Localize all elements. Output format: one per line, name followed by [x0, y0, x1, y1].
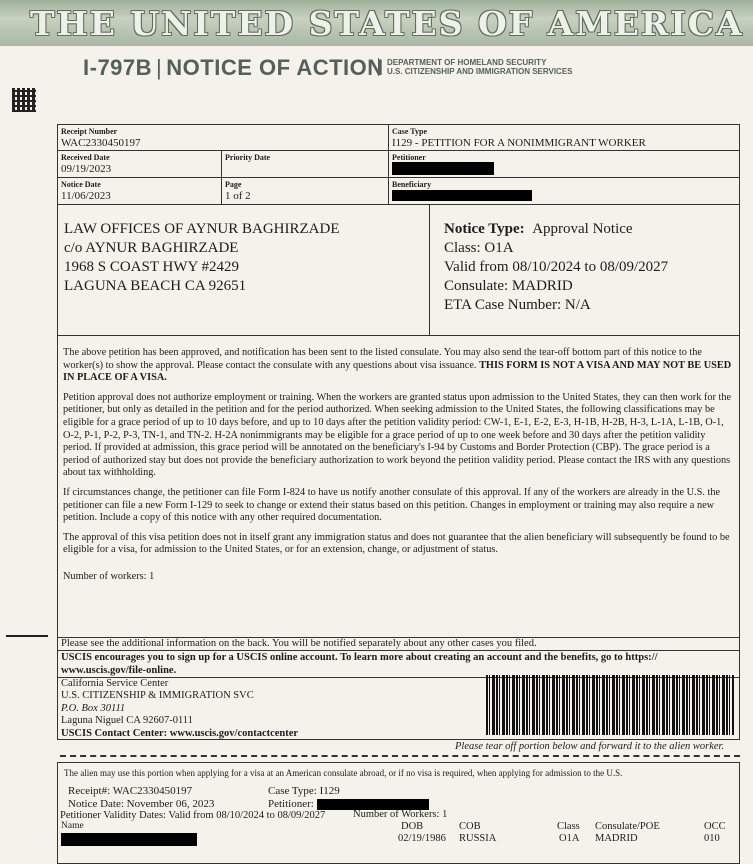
online-account-text: USCIS encourages you to sign up for a USCIS online account. To learn more about creating an account and the benefits, go to https:// www.uscis.gov/file-online. — [58, 651, 739, 678]
notice-date: 11/06/2023 — [61, 190, 111, 202]
service-center: P.O. Box 30111 — [61, 702, 126, 714]
qr-code-icon — [12, 88, 36, 112]
mailing-address — [64, 220, 340, 296]
page-label: Page — [225, 180, 242, 189]
petitioner-redacted — [392, 162, 494, 178]
notice-summary — [444, 220, 668, 315]
priority-label: Priority Date — [225, 153, 271, 162]
fold-mark — [6, 635, 48, 637]
paragraph-text: The above petition has been approved, and notification has been sent to the listed consulate. You may also send the tear-off bottom part of this notice to the worker(s) to show the approval. Please contact the consulate with any questions about visa issuance. — [63, 347, 702, 371]
received-label: Received Date — [61, 153, 110, 162]
tear-off-validity: Petitioner Validity Dates: Valid from 08/10/2024 to 08/09/2027 — [60, 810, 326, 821]
tear-off-receipt: Receipt#: WAC2330450197 — [68, 785, 193, 797]
name-header: Name — [61, 821, 84, 831]
tear-off-intro: The alien may use this portion when applying for a visa at an American consulate abroad, or if no visa is required, when applying for admission to the U.S. — [64, 768, 623, 778]
address-line: 1968 S COAST HWY #2429 — [64, 259, 240, 275]
address-line: c/o AYNUR BAGHIRZADE — [64, 240, 239, 256]
footer-box — [57, 636, 740, 740]
banner-title: THE UNITED STATES OF AMERICA — [30, 4, 744, 43]
paragraph — [63, 347, 735, 385]
dob-value: 02/19/1986 — [398, 833, 446, 844]
name-redacted — [61, 833, 197, 849]
form-title: I-797B | NOTICE OF ACTION — [83, 55, 384, 80]
received-cell — [58, 151, 222, 178]
dob-header: DOB — [401, 821, 424, 832]
occ-value: 010 — [704, 833, 720, 844]
beneficiary-label: Beneficiary — [392, 180, 432, 189]
warning-text: THIS FORM IS NOT A VISA AND MAY NOT BE USED IN PLACE OF A VISA. — [63, 359, 732, 384]
case-type-label: Case Type — [392, 127, 428, 136]
tear-off-workers: Number of Workers: 1 — [353, 809, 448, 820]
notice-class: Class: O1A — [444, 240, 514, 256]
additional-info: Please see the additional information on the back. You will be notified separately about any other cases you filed. — [58, 636, 739, 651]
case-type-cell — [389, 125, 739, 151]
service-center: Laguna Niguel CA 92607-0111 — [61, 715, 193, 727]
notice-type: Approval Notice — [532, 221, 633, 237]
notice-type-label: Notice Type: — [444, 221, 525, 237]
petitioner-label: Petitioner: — [268, 798, 314, 810]
validity-dates: Valid from 08/10/2024 to 08/09/2027 — [444, 259, 669, 275]
divider — [429, 205, 430, 335]
form-number: I-797B — [83, 55, 153, 80]
address-line: LAW OFFICES OF AYNUR BAGHIRZADE — [64, 221, 340, 237]
tear-line — [60, 755, 740, 757]
dept-line: DEPARTMENT OF HOMELAND SECURITY — [387, 58, 547, 67]
paragraph: If circumstances change, the petitioner can file Form I-824 to have us notify another consulate of this approval. If any of the workers are already in the U.S. the petitioner can file a new Form I-129 to seek to change or extend their status based on this petition. Changes in employment or training may also require a new petition. Include a copy of this notice with any other required documentation. — [63, 486, 721, 524]
receipt-number: WAC2330450197 — [61, 137, 141, 149]
tear-off-case-type: Case Type: I129 — [268, 785, 340, 797]
paragraph: The approval of this visa petition does not in itself grant any immigration status and does not guarantee that the alien beneficiary will subsequently be found to be eligible for a visa, for admission to the United States, or for an extension, change, or adjustment of status. — [63, 531, 730, 556]
notice-of-action: NOTICE OF ACTION — [166, 55, 384, 80]
cob-header: COB — [459, 821, 481, 832]
number-of-workers: Number of workers: 1 — [63, 570, 155, 582]
beneficiary-redacted — [392, 190, 532, 204]
priority-cell — [222, 151, 389, 178]
case-type: I129 - PETITION FOR A NONIMMIGRANT WORKER — [392, 137, 646, 149]
notice-date-cell — [58, 178, 222, 205]
consulate-header: Consulate/POE — [595, 821, 660, 832]
receipt-cell — [58, 125, 389, 151]
received-date: 09/19/2023 — [61, 163, 112, 175]
occ-header: OCC — [704, 821, 726, 832]
consulate: Consulate: MADRID — [444, 278, 573, 294]
class-value: O1A — [559, 833, 580, 844]
page-value: 1 of 2 — [225, 190, 251, 202]
address-line: LAGUNA BEACH CA 92651 — [64, 278, 247, 294]
consulate-value: MADRID — [595, 833, 638, 844]
receipt-label: Receipt Number — [61, 127, 118, 136]
barcode-icon — [486, 675, 734, 735]
tear-off-notice-date: Notice Date: November 06, 2023 — [68, 798, 215, 810]
petitioner-label: Petitioner — [392, 153, 426, 162]
contact-center: USCIS Contact Center: www.uscis.gov/contactcenter — [61, 727, 299, 739]
agency-line: U.S. CITIZENSHIP AND IMMIGRATION SERVICES — [387, 67, 573, 76]
service-center: U.S. CITIZENSHIP & IMMIGRATION SVC — [61, 690, 254, 702]
notice-body — [63, 347, 735, 591]
tear-off-instruction: Please tear off portion below and forward it to the alien worker. — [455, 741, 725, 752]
eta-case-number: ETA Case Number: N/A — [444, 297, 591, 313]
divider — [58, 335, 739, 336]
department — [378, 58, 573, 76]
page-cell — [222, 178, 389, 205]
notice-date-label: Notice Date — [61, 180, 101, 189]
notice-form — [57, 124, 740, 638]
paragraph: Petition approval does not authorize employment or training. When the workers are granted status upon admission to the United States, they can then work for the petitioner, but only as detailed in the petition and for the period authorized. When seeking admission to the United States, the following classifications may be eligible for a grace period of up to 10 days before, and up to 10 days after the petition validity period: CW-1, E-1, E-2, E-3, H-1B, H-2B, H-3, L-1A, L-1B, O-1, O-2, P-1, P-2, P-3, TN-1, and TN-2. H-2A nonimmigrants may be eligible for a grace period of up to one week before and 30 days after the petition validity period. If provided at admission, this grace period will be annotated on the beneficiary's I-94 by Customs and Border Protection (CBP). The grace period is a period of authorized stay but does not provide the beneficiary authorization to work beyond the petition validity period. Please contact the IRS with any questions about tax withholding. — [63, 391, 732, 479]
petitioner-cell — [389, 151, 739, 178]
class-header: Class — [557, 821, 580, 832]
banner — [0, 0, 753, 46]
cob-value: RUSSIA — [459, 833, 497, 844]
service-center: California Service Center — [61, 678, 169, 689]
tear-off-section — [57, 762, 740, 864]
beneficiary-cell — [389, 178, 739, 205]
